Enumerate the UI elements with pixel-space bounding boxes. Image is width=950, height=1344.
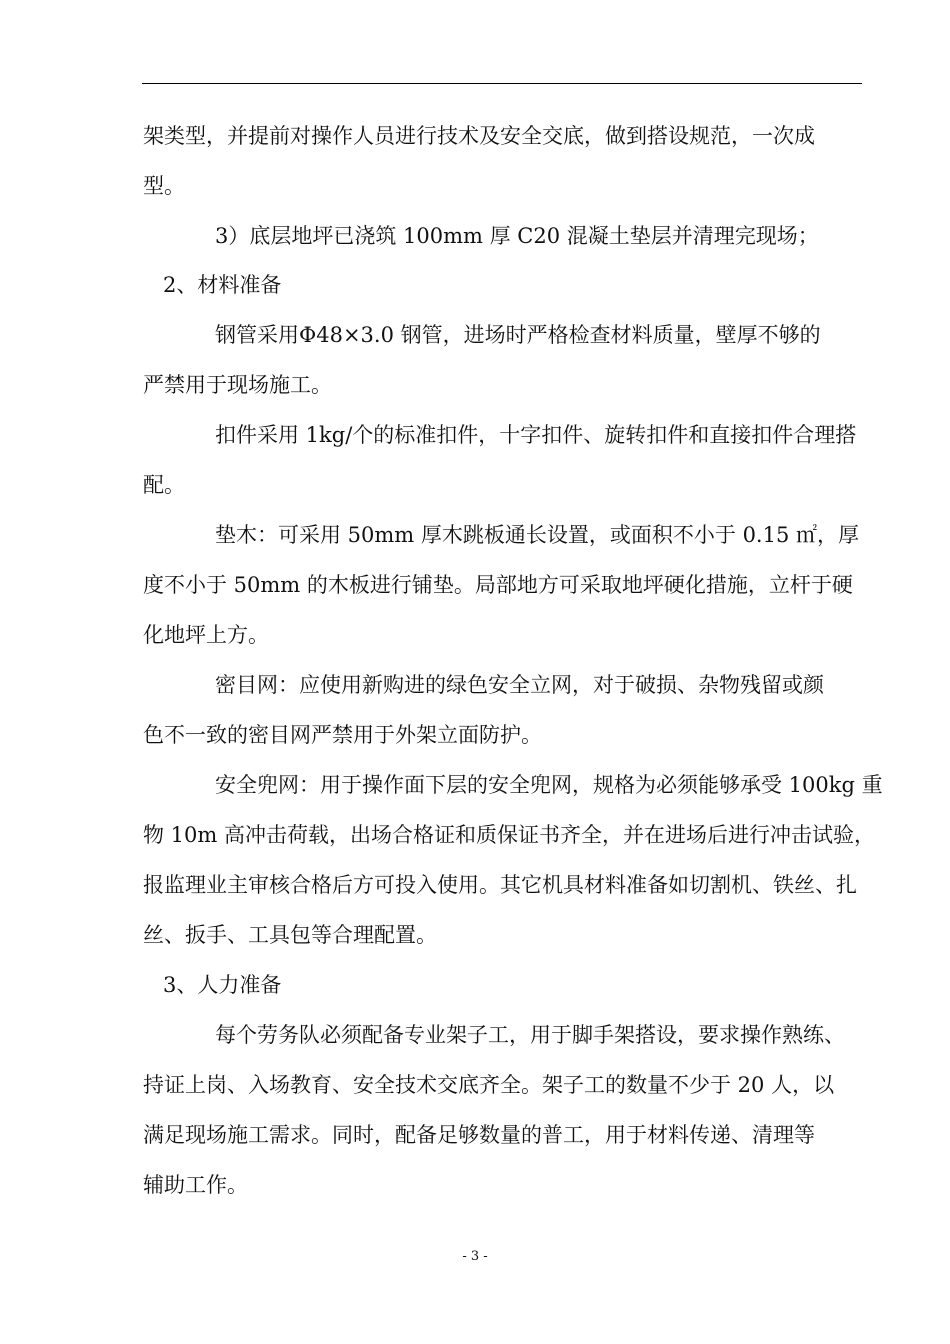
text-line-10: 度不小于 50mm 的木板进行铺垫。局部地方可采取地坪硬化措施，立杆于硬 bbox=[143, 573, 853, 597]
text-line-12: 密目网：应使用新购进的绿色安全立网，对于破损、杂物残留或颜 bbox=[215, 673, 824, 697]
text-line-9: 垫木：可采用 50mm 厚木跳板通长设置，或面积不小于 0.15 ㎡，厚 bbox=[215, 523, 860, 547]
text-line-3: 3）底层地坪已浇筑 100mm 厚 C20 混凝土垫层并清理完现场； bbox=[215, 224, 819, 248]
text-line-2: 型。 bbox=[143, 174, 185, 198]
section-heading-manpower: 3、人力准备 bbox=[163, 973, 282, 997]
text-line-22: 辅助工作。 bbox=[143, 1173, 248, 1197]
text-line-14: 安全兜网：用于操作面下层的安全兜网，规格为必须能够承受 100kg 重 bbox=[215, 773, 883, 797]
text-line-11: 化地坪上方。 bbox=[143, 623, 269, 647]
text-line-7: 扣件采用 1kg/个的标准扣件，十字扣件、旋转扣件和直接扣件合理搭 bbox=[215, 423, 857, 447]
page-number: - 3 - bbox=[462, 1249, 488, 1264]
text-line-20: 持证上岗、入场教育、安全技术交底齐全。架子工的数量不少于 20 人，以 bbox=[143, 1073, 835, 1097]
text-line-17: 丝、扳手、工具包等合理配置。 bbox=[143, 923, 437, 947]
text-line-19: 每个劳务队必须配备专业架子工，用于脚手架搭设，要求操作熟练、 bbox=[215, 1023, 845, 1047]
text-line-13: 色不一致的密目网严禁用于外架立面防护。 bbox=[143, 723, 542, 747]
text-line-6: 严禁用于现场施工。 bbox=[143, 373, 332, 397]
header-rule bbox=[142, 83, 862, 84]
text-line-15: 物 10m 高冲击荷载，出场合格证和质保证书齐全，并在进场后进行冲击试验， bbox=[143, 823, 875, 847]
text-line-8: 配。 bbox=[143, 473, 185, 497]
text-line-1: 架类型，并提前对操作人员进行技术及安全交底，做到搭设规范，一次成 bbox=[143, 124, 815, 148]
text-line-21: 满足现场施工需求。同时，配备足够数量的普工，用于材料传递、清理等 bbox=[143, 1123, 815, 1147]
section-heading-materials: 2、材料准备 bbox=[163, 273, 282, 297]
text-line-16: 报监理业主审核合格后方可投入使用。其它机具材料准备如切割机、铁丝、扎 bbox=[143, 873, 857, 897]
text-line-5: 钢管采用Φ48×3.0 钢管，进场时严格检查材料质量，壁厚不够的 bbox=[215, 323, 821, 347]
